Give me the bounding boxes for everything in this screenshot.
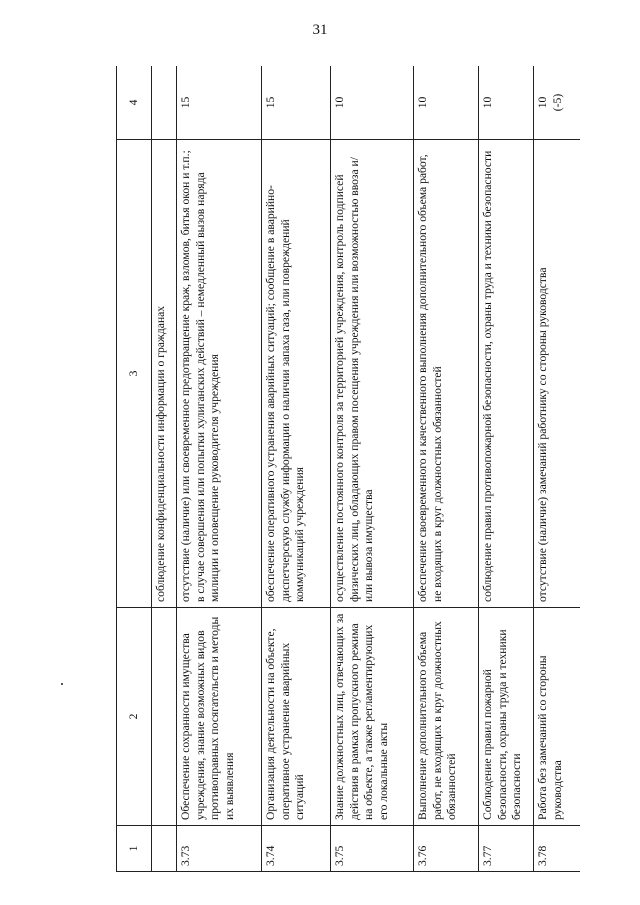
table-row	[177, 66, 262, 872]
criteria-line: отсутствие (наличие) или своевременное предотвращение краж, взломов, битья окон и т.п.;	[179, 150, 192, 602]
criteria-line: осуществление постоянного контроля за территорией учреждения, контроль подписей физических лиц, обладающих правом посещения учреждения или возможностью ввоза и/или вывоза имущества	[333, 157, 375, 602]
page-number: 31	[312, 22, 328, 38]
score-cell: 10	[331, 66, 414, 140]
row-number-cell: 3.78	[534, 826, 581, 872]
row-number-cell: 3.74	[262, 826, 331, 872]
indicator-cell: Выполнение дополнительного объема работ, не входящих в круг должностных обязанностей	[414, 608, 479, 826]
row-number-cell: 3.73	[177, 826, 262, 872]
header-cell-4: 4	[117, 66, 152, 140]
indicator-cell: Знание должностных лиц, отвечающих за действия в рамках пропускного режима на объекте, а также регламентирующих его локальные акты	[331, 608, 414, 826]
criteria-line: в случае совершения или попытки хулиганских действий – немедленный вызов наряда милиции и оповещение руководителя учреждения	[193, 172, 221, 602]
criteria-line: соблюдение конфиденциальности информации о гражданах	[154, 305, 167, 602]
table-row	[262, 66, 331, 872]
criteria-cell	[479, 140, 534, 608]
row-number-cell: 3.77	[479, 826, 534, 872]
criteria-cell	[331, 140, 414, 608]
score-cell: 15	[262, 66, 331, 140]
scan-speck	[61, 683, 63, 685]
score-cell: 10 (-5)	[534, 66, 581, 140]
continuation-criteria-cell	[152, 140, 177, 608]
row-number-cell: 3.76	[414, 826, 479, 872]
indicator-cell: Обеспечение сохранности имущества учреждения, знание возможных видов противоправных посягательств и методы их выявления	[177, 608, 262, 826]
criteria-line: обеспечение своевременного и качественного выполнения дополнительного объема работ, не входящих в круг должностных обязанностей	[416, 154, 444, 602]
continuation-score-cell	[152, 66, 177, 140]
header-cell-3: 3	[117, 140, 152, 608]
criteria-line: соблюдение правил противопожарной безопасности, охраны труда и техники безопасности	[481, 150, 494, 602]
header-row	[117, 66, 152, 872]
criteria-line: отсутствие (наличие) замечаний работнику со стороны руководства	[536, 267, 549, 602]
criteria-cell	[262, 140, 331, 608]
criteria-line: обеспечение оперативного устранения аварийных ситуаций; сообщение в аварийно-диспетчерскую службу информации о наличии запаха газа, или повреждений коммуникаций учреждения	[264, 185, 306, 602]
continuation-num-cell	[152, 826, 177, 872]
header-cell-1: 1	[117, 826, 152, 872]
continuation-indicator-cell	[152, 608, 177, 826]
table-row	[479, 66, 534, 872]
table-row	[534, 66, 581, 872]
indicator-cell: Соблюдение правил пожарной безопасности, охраны труда и техники безопасности	[479, 608, 534, 826]
criteria-table	[116, 66, 580, 872]
criteria-cell	[414, 140, 479, 608]
score-cell: 10	[479, 66, 534, 140]
rotated-table-area	[116, 66, 580, 872]
indicator-cell: Работа без замечаний со стороны руководства	[534, 608, 581, 826]
score-cell: 10	[414, 66, 479, 140]
criteria-cell	[177, 140, 262, 608]
indicator-cell: Организация деятельности на объекте, оперативное устранение аварийных ситуаций	[262, 608, 331, 826]
table-row	[331, 66, 414, 872]
score-cell: 15	[177, 66, 262, 140]
criteria-cell	[534, 140, 581, 608]
header-cell-2: 2	[117, 608, 152, 826]
continuation-row	[152, 66, 177, 872]
rotated-table-wrapper	[116, 66, 580, 872]
table-row	[414, 66, 479, 872]
row-number-cell: 3.75	[331, 826, 414, 872]
